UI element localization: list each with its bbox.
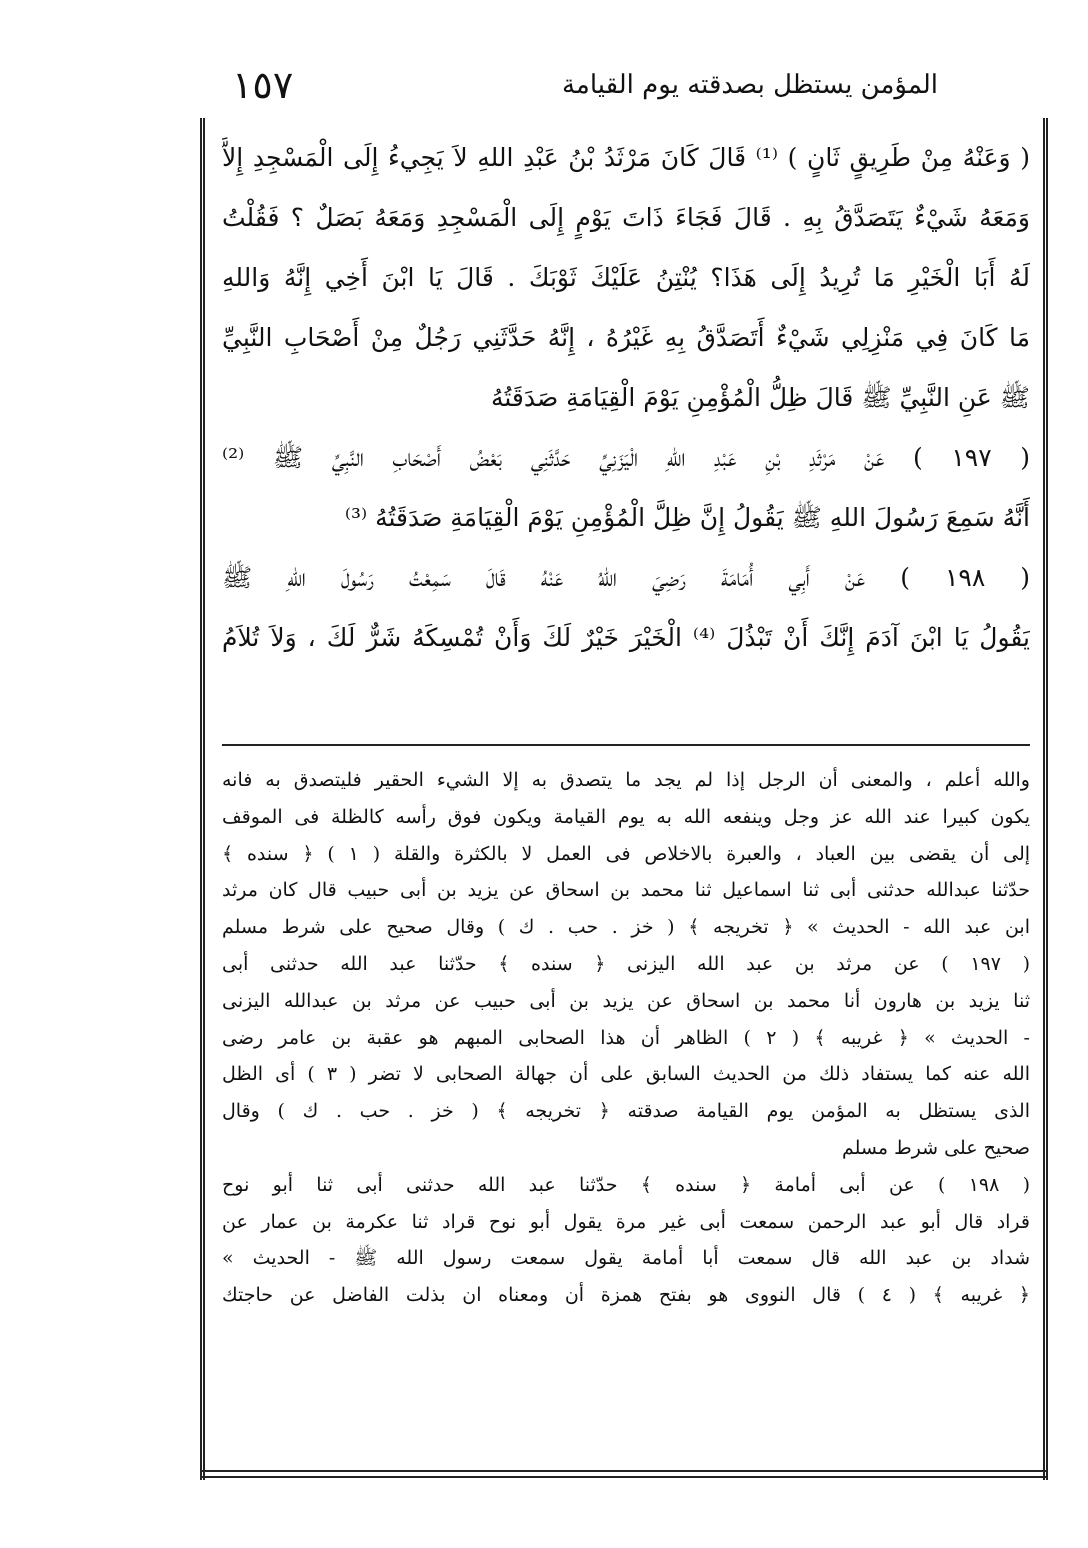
note-line: ( ١٩٨ ) عن أبى أمامة ﴿ سنده ﴾ حدّثنا عبد الله حدثنى أبى ثنا أبو نوح — [222, 1173, 1030, 1196]
note-line: إلى أن يقضى بين العباد ، والعبرة بالاخلاص فى العمل لا بالكثرة والقلة ( ١ ) ﴿ سنده ﴾ — [222, 842, 1030, 865]
note-line: ابن عبد الله - الحديث » ﴿ تخريجه ﴾ ( خز . حب . ك ) وقال صحيح على شرط مسلم — [222, 916, 1030, 939]
commentary-notes — [222, 762, 1030, 1462]
hadith-line: مَا كَانَ فِي مَنْزِلِي شَيْءٌ أَتَصَدَّقُ بِهِ غَيْرُهُ ، إِنَّهُ حَدَّثَنِي رَجُلٌ مِنْ أَصْحَابِ النَّبِيِّ — [222, 323, 1030, 352]
running-title: المؤمن يستظل بصدقته يوم القيامة — [561, 70, 938, 100]
hadith-line: يَقُولُ يَا ابْنَ آدَمَ إِنَّكَ أَنْ تَبْذُلَ ⁽⁴⁾ الْخَيْرَ خَيْرٌ لَكَ وَأَنْ تُمْسِكَهُ شَرٌّ لَكَ ، وَلاَ تُلاَمُ — [222, 623, 1030, 652]
note-line: صحيح على شرط مسلم — [841, 1136, 1030, 1159]
note-line: الله عنه كما يستفاد ذلك من الحديث السابق على أن جهالة الصحابى لا تضر ( ٣ ) أى الظل — [222, 1063, 1030, 1086]
hadith-line: أَنَّهُ سَمِعَ رَسُولَ اللهِ ﷺ يَقُولُ إِنَّ ظِلَّ الْمُؤْمِنِ يَوْمَ الْقِيَامَةِ صَدَقَتُهُ ⁽³⁾ — [344, 503, 1030, 532]
hadith-text — [222, 128, 1030, 733]
hadith-line: ( ١٩٧ ) عَنْ مَرْثَدِ بْنِ عَبْدِ اللهِ الْيَزَنِيِّ حَدَّثَنِي بَعْضُ أَصْحَابِ النَّبِيِّ ﷺ ⁽²⁾ — [222, 443, 1030, 472]
note-line: قراد قال أبو عبد الرحمن سمعت أبى غير مرة يقول أبو نوح قراد ثنا عكرمة بن عمار عن — [222, 1210, 1030, 1233]
note-line: ﴿ غريبه ﴾ ( ٤ ) قال النووى هو بفتح همزة أن ومعناه ان بذلت الفاضل عن حاجتك — [222, 1284, 1030, 1307]
page-number: ١٥٧ — [232, 63, 294, 107]
note-line: والله أعلم ، والمعنى أن الرجل إذا لم يجد ما يتصدق به إلا الشيء الحقير فليتصدق به فانه — [222, 769, 1030, 791]
hadith-line: وَمَعَهُ شَيْءٌ يَتَصَدَّقُ بِهِ . قَالَ فَجَاءَ ذَاتَ يَوْمٍ إِلَى الْمَسْجِدِ وَمَعَهُ بَصَلٌ ؟ فَقُلْتُ — [222, 203, 1030, 232]
note-line: - الحديث » ﴿ غريبه ﴾ ( ٢ ) الظاهر أن هذا الصحابى المبهم هو عقبة بن عامر رضى — [222, 1026, 1030, 1049]
note-line: ثنا يزيد بن هارون أنا محمد بن اسحاق عن يزيد بن أبى حبيب عن مرثد بن عبدالله اليزنى — [222, 989, 1030, 1012]
hadith-line: ( وَعَنْهُ مِنْ طَرِيقٍ ثَانٍ ) ⁽¹⁾ قَالَ كَانَ مَرْثَدُ بْنُ عَبْدِ اللهِ لاَ يَجِيءُ إِلَى الْمَسْجِدِ إِلاَّ — [222, 143, 1030, 172]
running-header — [232, 62, 938, 108]
frame-bottom-rule — [200, 1470, 1048, 1478]
hadith-line: ﷺ عَنِ النَّبِيِّ ﷺ قَالَ ظِلُّ الْمُؤْمِنِ يَوْمَ الْقِيَامَةِ صَدَقَتُهُ — [490, 383, 1030, 412]
note-line: الذى يستظل به المؤمن يوم القيامة صدقته ﴿ تخريجه ﴾ ( خز . حب . ك ) وقال — [222, 1100, 1030, 1123]
note-line: حدّثنا عبدالله حدثنى أبى ثنا اسماعيل ثنا محمد بن اسحاق عن يزيد بن أبى حبيب قال كان مرثد — [222, 879, 1030, 902]
note-line: يكون كبيرا عند الله عز وجل وينفعه الله به يوم القيامة ويكون فوق رأسه كالظلة فى الموقف — [222, 805, 1030, 828]
footnote-separator — [222, 744, 1030, 746]
hadith-line: لَهُ أَبَا الْخَيْرِ مَا تُرِيدُ إِلَى هَذَا؟ يُنْتِنُ عَلَيْكَ ثَوْبَكَ . قَالَ يَا ابْنَ أَخِي إِنَّهُ وَاللهِ — [222, 263, 1030, 292]
hadith-line: ( ١٩٨ ) عَنْ أَبِي أُمَامَةَ رَضِيَ اللهُ عَنْهُ قَالَ سَمِعْتُ رَسُولَ اللهِ ﷺ — [222, 563, 1030, 592]
note-line: ( ١٩٧ ) عن مرثد بن عبد الله اليزنى ﴿ سنده ﴾ حدّثنا عبد الله حدثنى أبى — [222, 952, 1030, 975]
note-line: شداد بن عبد الله قال سمعت أبا أمامة يقول سمعت رسول الله ﷺ - الحديث » — [222, 1247, 1030, 1270]
